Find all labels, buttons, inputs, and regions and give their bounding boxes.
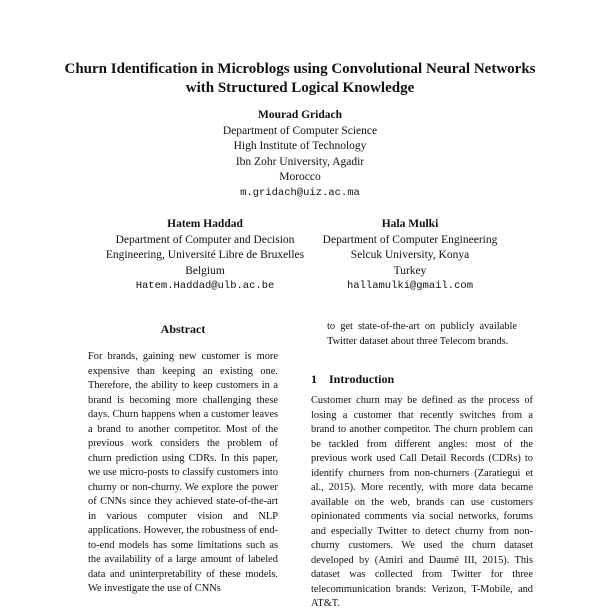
paper-title xyxy=(40,60,560,98)
author-block-2 xyxy=(85,217,325,295)
section-number: 1 xyxy=(311,372,317,386)
author-affiliation-line: Turkey xyxy=(393,264,427,277)
author-affiliation-line: Department of Computer Science xyxy=(222,124,378,137)
introduction-heading xyxy=(311,372,521,387)
author-affiliation-line: Department of Computer and Decision xyxy=(115,233,295,246)
author-affiliation-line: Ibn Zohr University, Agadir xyxy=(235,155,365,168)
author-affiliation-line: Department of Computer Engineering xyxy=(322,233,498,246)
author-email: Hatem.Haddad@ulb.ac.be xyxy=(135,280,275,292)
section-title: Introduction xyxy=(329,372,395,386)
author-block-3 xyxy=(300,217,520,295)
abstract-continuation: to get state-of-the-art on publicly available Twitter dataset about three Telecom brands. xyxy=(327,321,517,347)
author-name: Hatem Haddad xyxy=(167,218,243,230)
author-affiliation-line: High Institute of Technology xyxy=(233,140,367,152)
paper-title-line-1: Churn Identification in Microblogs using Convolutional Neural Networks xyxy=(64,61,536,77)
introduction-text: Customer churn may be defined as the process of losing a customer that recently switches from a brand to another competitor. The churn problem can be tackled from different angles: most of the previous work used Call Detail Records (CDRs) to identify churners from non-churners (Zaratiegui et al., 2015). More recently, with more data became available on the web, brands can use customers opinionated comments via social networks, forums and especially Twitter to detect churny from non-churny customers. We used the churn dataset developed by (Amiri and Daumé III, 2015). This dataset was collected from Twitter for three telecommunication brands: Verizon, T-Mobile, and AT&T. xyxy=(311,395,533,609)
author-affiliation-line: Morocco xyxy=(279,171,321,183)
author-affiliation-line: Belgium xyxy=(185,264,225,277)
author-email: m.gridach@uiz.ac.ma xyxy=(240,186,360,199)
paper-title-line-2: with Structured Logical Knowledge xyxy=(185,80,415,96)
author-affiliation-line: Engineering, Université Libre de Bruxelles xyxy=(105,249,305,261)
abstract-heading: Abstract xyxy=(160,322,206,336)
author-name: Mourad Gridach xyxy=(257,109,342,121)
author-email: hallamulki@gmail.com xyxy=(346,280,474,292)
abstract-text: For brands, gaining new customer is more expensive than keeping an existing one. Therefore, the ability to keep customers in a brand is becoming more challenging these days. Churn happens when a customer leaves a brand to another competitor. Most of the previous work considers the problem of churn prediction using CDRs. In this paper, we use micro-posts to classify customers into churny or non-churny. We explore the power of CNNs since they achieved state-of-the-art in various computer vision and NLP applications. However, the robustness of end-to-end models has some limitations such as the availability of a large amount of labeled data and uninterpretability of these models. We investigate the use of CNNs xyxy=(88,351,278,594)
author-affiliation-line: Selcuk University, Konya xyxy=(350,249,470,261)
author-block-1 xyxy=(150,108,450,201)
author-name: Hala Mulki xyxy=(381,218,439,230)
